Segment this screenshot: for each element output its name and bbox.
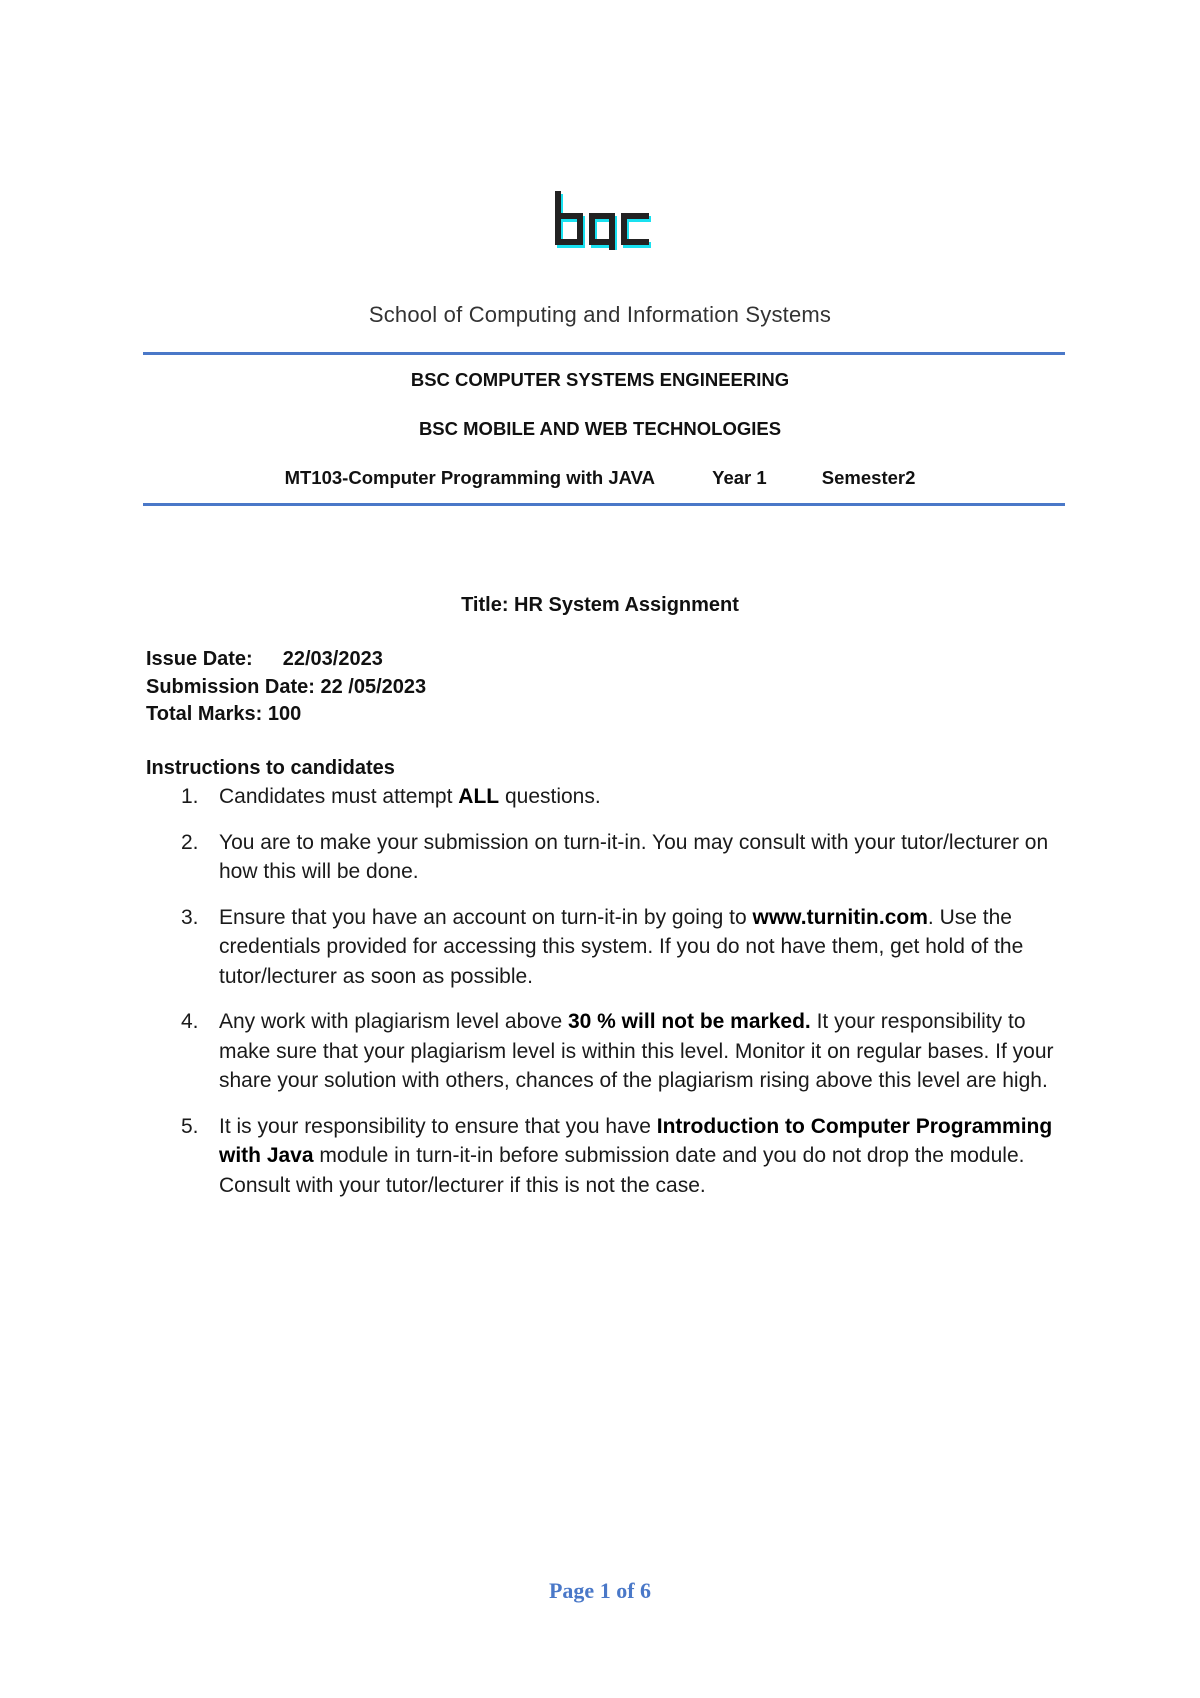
course-semester: Semester2 [821, 467, 916, 488]
course-line [0, 467, 1200, 489]
program-title-2: BSC MOBILE AND WEB TECHNOLOGIES [418, 418, 782, 439]
list-item: 5. It is your responsibility to ensure that you have Introduction to Computer Programming with Java module in turn-it-in before submission date and you do not drop the module. Consult with your tutor/lecturer if this is not the case. [181, 1114, 1053, 1197]
instructions-heading: Instructions to candidates [146, 757, 395, 779]
issue-date-label: Issue Date: [146, 648, 253, 670]
list-item: 4. Any work with plagiarism level above 30 % will not be marked. It your responsibility to make sure that your plagiarism level is within this level. Monitor it on regular bases. If your share your solution with others, chances of the plagiarism rising above this level are high. [181, 1010, 1054, 1092]
turnitin-link: www.turnitin.com [752, 905, 928, 929]
bac-logo [552, 190, 652, 250]
page-number: Page 1 of 6 [548, 1578, 652, 1603]
instructions-list [146, 782, 1066, 1216]
course-name: MT103-Computer Programming with JAVA [284, 467, 655, 488]
total-marks-label: Total Marks: [146, 703, 263, 725]
list-item: 1. Candidates must attempt ALL questions. [181, 785, 601, 808]
list-item: 3. Ensure that you have an account on turn-it-in by going to www.turnitin.com. Use the credentials provided for accessing this system. If you do not have them, get hold of the tutor/lecturer as soon as possible. [181, 905, 1024, 988]
submission-date-label: Submission Date: [146, 676, 315, 698]
total-marks [146, 703, 301, 726]
submission-date-value: 22 /05/2023 [320, 676, 427, 698]
header-top-rule [143, 352, 1065, 355]
assignment-title: Title: HR System Assignment [461, 594, 739, 616]
submission-date [146, 676, 426, 699]
total-marks-value: 100 [267, 703, 302, 725]
school-name: School of Computing and Information Systems [368, 302, 832, 327]
program-title-1: BSC COMPUTER SYSTEMS ENGINEERING [410, 369, 790, 390]
header-bottom-rule [143, 503, 1065, 506]
list-item: 2. You are to make your submission on turn-it-in. You may consult with your tutor/lecturer on how this will be done. [181, 830, 1049, 883]
course-year: Year 1 [712, 467, 767, 488]
issue-date [146, 648, 383, 671]
issue-date-value: 22/03/2023 [282, 648, 383, 670]
